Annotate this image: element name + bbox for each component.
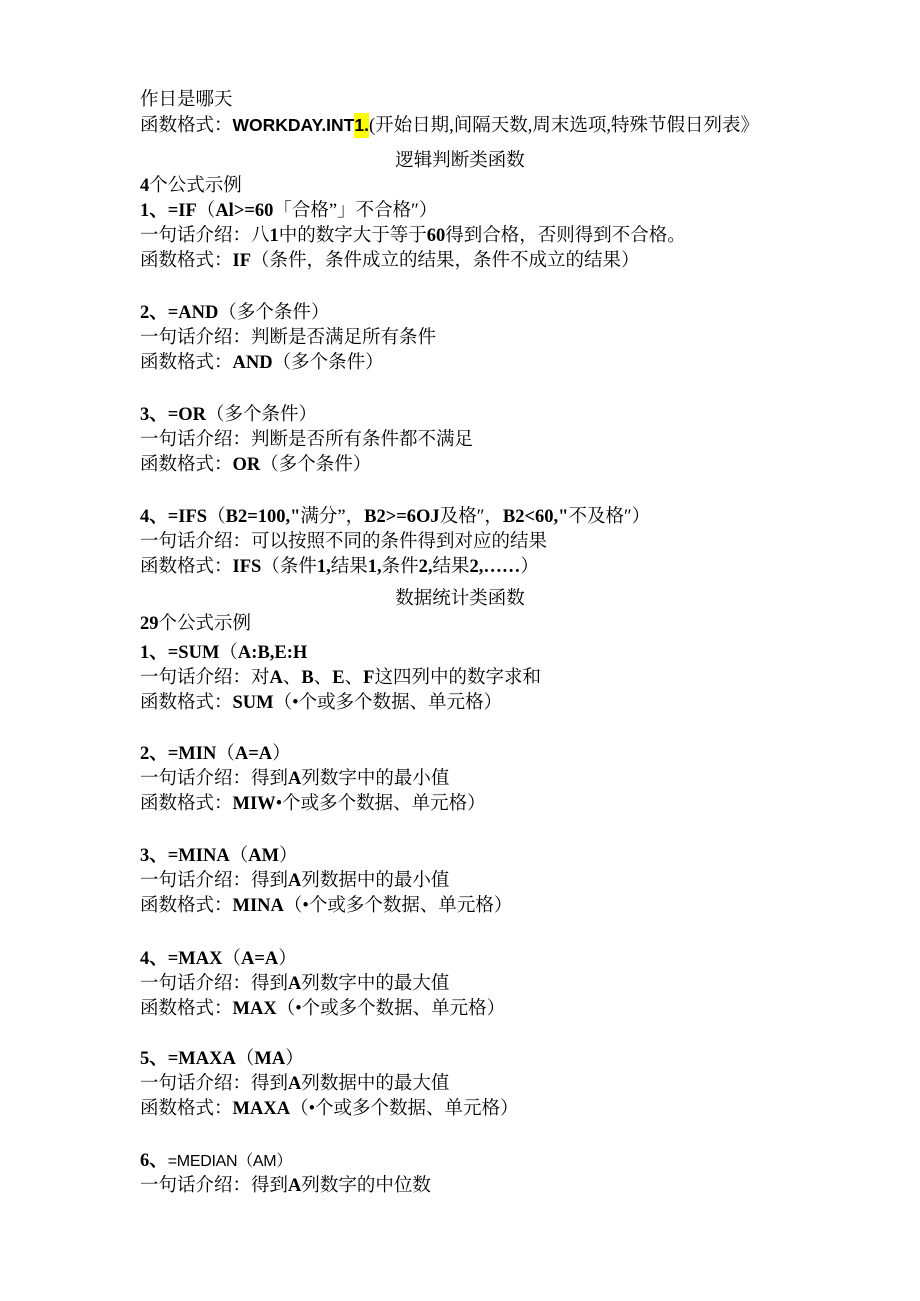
format-arg-index: 1, <box>316 556 331 577</box>
function-name: MAXA <box>232 1098 291 1119</box>
formula-text: （ <box>219 642 238 663</box>
intro-line <box>140 326 780 351</box>
format-label: 函数格式： <box>140 793 233 814</box>
formula-code: 1、=SUM <box>140 642 220 663</box>
formula-code: Al>=60 <box>215 200 274 221</box>
formula-code: A=A <box>234 743 273 764</box>
format-label: 函数格式： <box>140 895 233 916</box>
format-line <box>140 249 780 274</box>
function-name: SUM <box>232 692 274 713</box>
intro-text: 一句话介绍：得到 <box>140 1175 289 1196</box>
intro-emphasis: B <box>301 667 314 688</box>
format-args: (开始日期,间隔天数,周末选项,特殊节假日列表》 <box>368 115 760 136</box>
formula-code: 1、=IF <box>140 200 197 221</box>
intro-line <box>140 428 780 453</box>
intro-text: 一句话介绍：得到 <box>140 870 289 891</box>
formula-code: A=A <box>241 948 279 969</box>
function-name: AND <box>232 352 273 373</box>
formula-text: （多个条件） <box>206 404 318 425</box>
function-example-and <box>140 301 780 376</box>
formula-line <box>140 947 780 972</box>
intro-text: 一句话介绍：对 <box>140 667 270 688</box>
function-name: MAX <box>232 998 277 1019</box>
intro-text: 一句话介绍：得到 <box>140 973 289 994</box>
formula-text: 及格″， <box>439 506 503 527</box>
function-name: WORKDAY.INT <box>232 114 355 135</box>
function-name: IF <box>232 250 252 271</box>
formula-code: 3、=OR <box>140 404 207 425</box>
intro-text: 得到合格，否则得到不合格。 <box>445 225 686 246</box>
format-line <box>140 997 780 1022</box>
intro-line <box>140 869 780 894</box>
formula-line <box>140 742 780 767</box>
formula-line <box>140 301 780 326</box>
function-name: IFS <box>232 556 262 577</box>
formula-code: A:B,E:H <box>237 642 308 663</box>
format-args: 结果 <box>330 556 368 577</box>
formula-code: MA <box>254 1048 286 1069</box>
format-args: （•个或多个数据、单元格） <box>276 998 506 1019</box>
intro-text: 一句话介绍：判断是否满足所有条件 <box>140 327 437 348</box>
formula-code: AM <box>248 845 280 866</box>
intro-text: 列数字中的最大值 <box>301 973 450 994</box>
format-args: 条件 <box>381 556 419 577</box>
example-count <box>140 612 780 637</box>
format-line <box>140 555 780 580</box>
intro-line <box>140 666 780 691</box>
intro-text: 列数字的中位数 <box>301 1175 431 1196</box>
workday-format-line <box>140 113 780 138</box>
intro-emphasis: 1 <box>269 225 279 246</box>
formula-code: B2=100," <box>225 506 301 527</box>
formula-text: （ <box>229 845 249 866</box>
format-line <box>140 351 780 376</box>
format-args: （多个条件） <box>272 352 384 373</box>
format-label: 函数格式： <box>140 454 233 475</box>
intro-text: 一句话介绍：判断是否所有条件都不满足 <box>140 429 474 450</box>
function-name: OR <box>232 454 261 475</box>
format-line <box>140 792 780 817</box>
intro-emphasis: E <box>332 667 345 688</box>
function-example-or <box>140 403 780 478</box>
formula-text: （ <box>222 948 241 969</box>
format-line <box>140 894 780 919</box>
intro-emphasis: 60 <box>426 225 446 246</box>
function-example-ifs <box>140 505 780 580</box>
format-arg-index: 2, <box>418 556 433 577</box>
example-count-label: 个公式示例 <box>158 613 252 634</box>
example-count <box>140 174 780 199</box>
formula-text: ） <box>278 948 297 969</box>
formula-line <box>140 844 780 869</box>
function-example-mina <box>140 844 780 919</box>
format-label: 函数格式： <box>140 352 233 373</box>
format-line <box>140 691 780 716</box>
formula-text: 不及格″） <box>568 506 651 527</box>
function-example-median <box>140 1149 780 1199</box>
formula-text: （ <box>207 506 226 527</box>
formula-line <box>140 403 780 428</box>
formula-code: 2、=AND <box>140 302 219 323</box>
intro-text: 、 <box>344 667 364 688</box>
intro-emphasis: F <box>363 667 375 688</box>
intro-text: 列数据中的最大值 <box>301 1073 450 1094</box>
formula-text: 满分”， <box>300 506 365 527</box>
formula-code: 4、=MAX <box>140 948 223 969</box>
function-name: MINA <box>232 895 284 916</box>
formula-text: 「合格”」不合格″） <box>273 200 438 221</box>
intro-line <box>140 972 780 997</box>
format-label: 函数格式： <box>140 998 233 1019</box>
intro-text: 一句话介绍：八 <box>140 225 270 246</box>
formula-text: ） <box>279 845 298 866</box>
format-line <box>140 453 780 478</box>
intro-text: 列数据中的最小值 <box>301 870 450 891</box>
function-example-min <box>140 742 780 817</box>
example-count-label: 个公式示例 <box>149 175 242 196</box>
intro-emphasis: A <box>288 1175 302 1196</box>
intro-line <box>140 1072 780 1097</box>
format-args: （条件，条件成立的结果，条件不成立的结果） <box>251 250 640 271</box>
format-args: （多个条件） <box>260 454 372 475</box>
function-example-if <box>140 199 780 274</box>
function-name: MIW <box>232 793 276 814</box>
intro-emphasis: A <box>288 870 302 891</box>
formula-text: （ <box>216 743 235 764</box>
intro-emphasis: A <box>288 768 302 789</box>
formula-line <box>140 199 780 224</box>
formula-text: （ <box>196 200 216 221</box>
example-count-number: 4 <box>140 175 150 196</box>
section-statistics-functions <box>140 585 780 1199</box>
formula-line <box>140 505 780 530</box>
formula-code: 6、 <box>140 1150 168 1171</box>
function-example-maxa <box>140 1047 780 1122</box>
formula-text: （ <box>235 1048 255 1069</box>
formula-code: 5、=MAXA <box>140 1048 236 1069</box>
document-body <box>140 88 780 1199</box>
format-arg-index: 1, <box>367 556 382 577</box>
format-args: （•个或多个数据、单元格） <box>290 1098 519 1119</box>
intro-text: 、 <box>282 667 302 688</box>
section-logic-functions <box>140 147 780 580</box>
intro-text: 、 <box>313 667 333 688</box>
format-args: （•个或多个数据、单元格） <box>283 895 513 916</box>
intro-text: 一句话介绍：得到 <box>140 1073 289 1094</box>
intro-text: 列数字中的最小值 <box>301 768 450 789</box>
intro-emphasis: A <box>269 667 283 688</box>
formula-text: （多个条件） <box>218 302 330 323</box>
intro-text: 中的数字大于等于 <box>278 225 427 246</box>
function-example-sum <box>140 641 780 716</box>
intro-text: 一句话介绍：可以按照不同的条件得到对应的结果 <box>140 531 548 552</box>
section-heading: 逻辑判断类函数 <box>395 148 525 170</box>
formula-code: B2<60," <box>502 506 569 527</box>
format-args: （条件 <box>261 556 317 577</box>
function-example-max <box>140 947 780 1022</box>
intro-emphasis: A <box>288 1073 302 1094</box>
format-line <box>140 1097 780 1122</box>
format-label: 函数格式： <box>140 692 233 713</box>
example-count-number: 29 <box>140 613 159 634</box>
intro-text: 这四列中的数字求和 <box>374 667 541 688</box>
format-label: 函数格式： <box>140 250 233 271</box>
format-label: 函数格式： <box>140 115 233 136</box>
format-args: （•个或多个数据、单元格） <box>273 692 503 713</box>
formula-line <box>140 641 780 666</box>
formula-code: 4、=IFS <box>140 506 208 527</box>
formula-code: B2>=6OJ <box>364 506 440 527</box>
intro-line <box>140 1174 780 1199</box>
formula-text: ） <box>285 1048 304 1069</box>
format-label: 函数格式： <box>140 1098 233 1119</box>
intro-emphasis: A <box>288 973 302 994</box>
formula-text: =MEDIAN（AM） <box>167 1152 293 1170</box>
section-heading: 数据统计类函数 <box>395 586 525 608</box>
format-args: 结果 <box>432 556 470 577</box>
formula-line <box>140 1149 780 1174</box>
text-line: 作日是哪天 <box>140 89 233 110</box>
formula-code: 2、=MIN <box>140 743 217 764</box>
intro-text: 一句话介绍：得到 <box>140 768 289 789</box>
intro-line <box>140 530 780 555</box>
formula-text: ） <box>272 743 291 764</box>
formula-code: 3、=MINA <box>140 845 230 866</box>
format-arg-index: 2,…… <box>469 556 521 577</box>
highlighted-text: 1. <box>354 113 369 138</box>
format-label: 函数格式： <box>140 556 233 577</box>
intro-line <box>140 767 780 792</box>
formula-line <box>140 1047 780 1072</box>
intro-line <box>140 224 780 249</box>
format-args: •个或多个数据、单元格） <box>275 793 486 814</box>
format-args: ） <box>520 556 539 577</box>
